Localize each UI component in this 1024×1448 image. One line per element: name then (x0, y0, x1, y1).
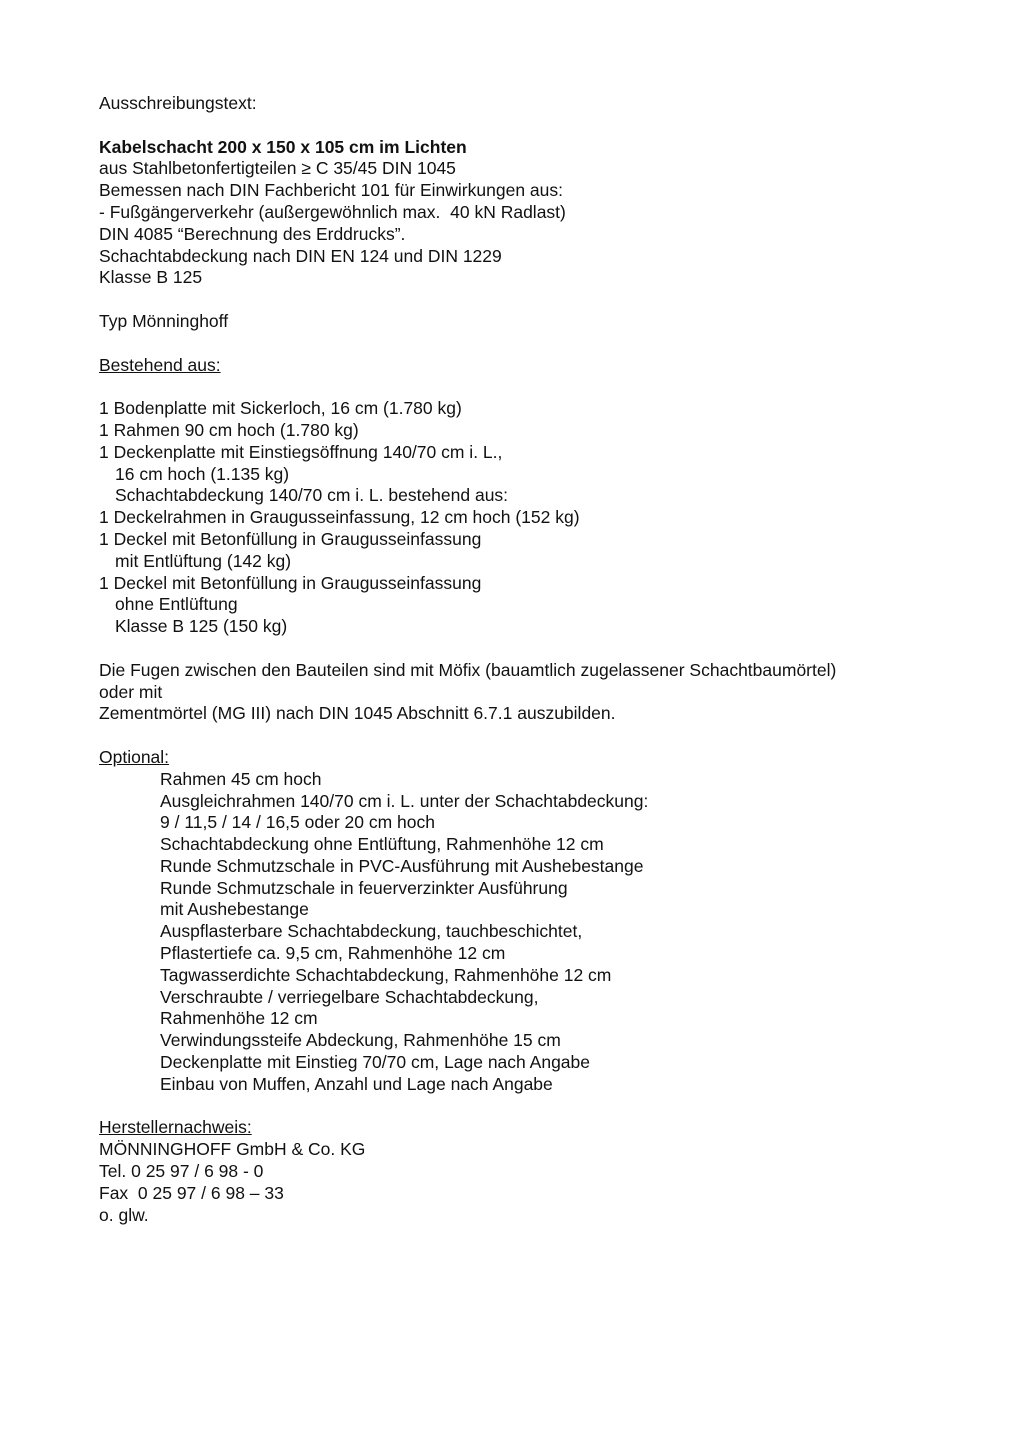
component-line: 1 Deckel mit Betonfüllung in Graugusseinfassung (99, 528, 482, 549)
manufacturer-heading: Herstellernachweis: (99, 1117, 252, 1138)
optional-item: Rahmenhöhe 12 cm (160, 1008, 318, 1029)
joints-line: oder mit (99, 681, 163, 702)
spacer (99, 1096, 979, 1118)
spec-line: Schachtabdeckung nach DIN EN 124 und DIN 1229 (99, 245, 502, 266)
component-line: 1 Deckel mit Betonfüllung in Graugusseinfassung (99, 572, 482, 593)
manufacturer-tel: Tel. 0 25 97 / 6 98 - 0 (99, 1161, 264, 1182)
component-line: 16 cm hoch (1.135 kg) (115, 463, 290, 484)
spec-line: Klasse B 125 (99, 267, 203, 288)
optional-item: Rahmen 45 cm hoch (160, 768, 322, 789)
spacer (99, 376, 979, 398)
spacer (99, 333, 979, 355)
component-line: mit Entlüftung (142 kg) (115, 550, 292, 571)
spacer (99, 115, 979, 137)
spec-line: DIN 4085 “Berechnung des Erddrucks”. (99, 223, 406, 244)
optional-item: Pflastertiefe ca. 9,5 cm, Rahmenhöhe 12 cm (160, 943, 506, 964)
optional-item: Verschraubte / verriegelbare Schachtabdeckung, (160, 986, 539, 1007)
component-line: Klasse B 125 (150 kg) (115, 616, 288, 637)
optional-item: Schachtabdeckung ohne Entlüftung, Rahmenhöhe 12 cm (160, 834, 604, 855)
optional-item: Auspflasterbare Schachtabdeckung, tauchbeschichtet, (160, 921, 583, 942)
optional-heading: Optional: (99, 746, 170, 767)
optional-item: 9 / 11,5 / 14 / 16,5 oder 20 cm hoch (160, 812, 435, 833)
optional-item: Runde Schmutzschale in PVC-Ausführung mit Aushebestange (160, 855, 644, 876)
optional-item: Deckenplatte mit Einstieg 70/70 cm, Lage nach Angabe (160, 1052, 590, 1073)
component-line: Schachtabdeckung 140/70 cm i. L. bestehend aus: (115, 485, 509, 506)
component-line: 1 Deckelrahmen in Graugusseinfassung, 12 cm hoch (152 kg) (99, 507, 580, 528)
document-title: Kabelschacht 200 x 150 x 105 cm im Lichten (99, 136, 467, 157)
component-line: 1 Bodenplatte mit Sickerloch, 16 cm (1.780 kg) (99, 398, 462, 419)
optional-item: Runde Schmutzschale in feuerverzinkter Ausführung (160, 877, 568, 898)
components-heading: Bestehend aus: (99, 354, 221, 375)
equivalent-note: o. glw. (99, 1204, 149, 1225)
section-label: Ausschreibungstext: (99, 93, 257, 113)
spec-line: - Fußgängerverkehr (außergewöhnlich max. 40 kN Radlast) (99, 201, 566, 222)
optional-item: Einbau von Muffen, Anzahl und Lage nach Angabe (160, 1073, 553, 1094)
optional-item: Tagwasserdichte Schachtabdeckung, Rahmenhöhe 12 cm (160, 964, 612, 985)
spacer (99, 725, 979, 747)
optional-item: Verwindungssteife Abdeckung, Rahmenhöhe 15 cm (160, 1030, 561, 1051)
document-body (99, 93, 979, 1226)
spacer (99, 289, 979, 311)
spec-line: Bemessen nach DIN Fachbericht 101 für Einwirkungen aus: (99, 180, 563, 201)
manufacturer-name: MÖNNINGHOFF GmbH & Co. KG (99, 1139, 366, 1160)
component-line: 1 Deckenplatte mit Einstiegsöffnung 140/70 cm i. L., (99, 441, 503, 462)
optional-item: mit Aushebestange (160, 899, 309, 920)
component-line: 1 Rahmen 90 cm hoch (1.780 kg) (99, 419, 359, 440)
joints-line: Die Fugen zwischen den Bauteilen sind mit Möfix (bauamtlich zugelassener Schachtbaumörtel) (99, 659, 837, 680)
joints-line: Zementmörtel (MG III) nach DIN 1045 Abschnitt 6.7.1 auszubilden. (99, 703, 616, 724)
spacer (99, 638, 979, 660)
optional-item: Ausgleichrahmen 140/70 cm i. L. unter der Schachtabdeckung: (160, 790, 649, 811)
type-line: Typ Mönninghoff (99, 310, 229, 331)
component-line: ohne Entlüftung (115, 594, 238, 615)
manufacturer-fax: Fax 0 25 97 / 6 98 – 33 (99, 1182, 284, 1203)
spec-line: aus Stahlbetonfertigteilen ≥ C 35/45 DIN 1045 (99, 158, 456, 179)
